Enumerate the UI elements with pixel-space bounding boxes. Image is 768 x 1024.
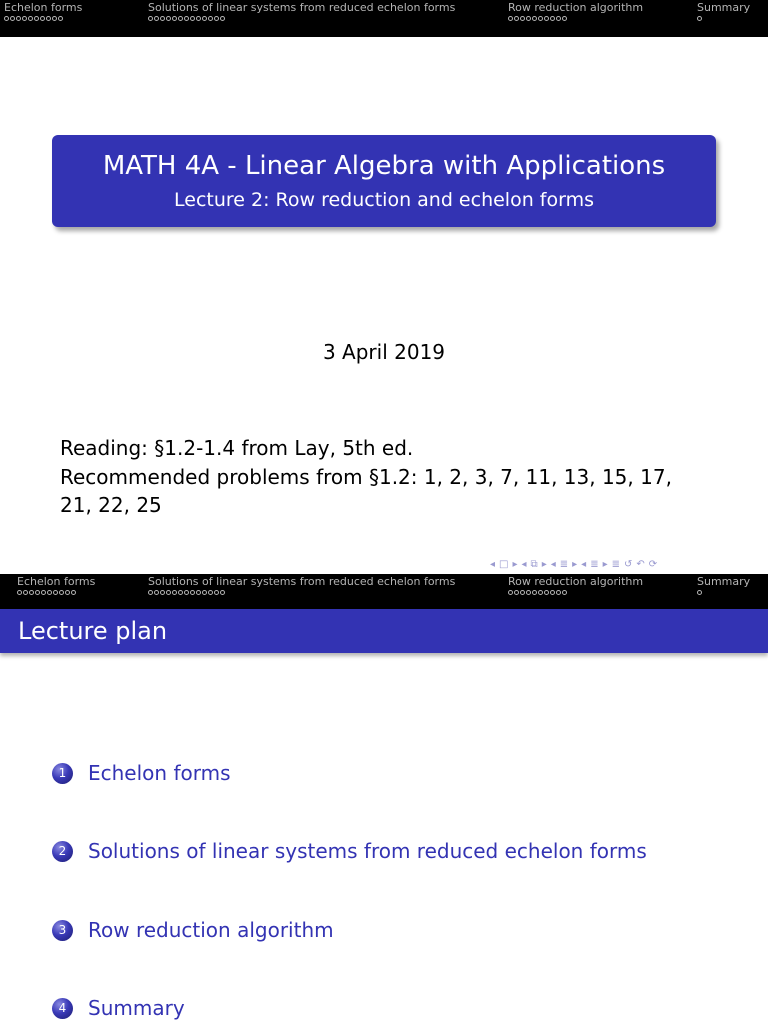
frame-dot[interactable] xyxy=(550,16,555,21)
frame-dot[interactable] xyxy=(520,590,525,595)
frame-dot[interactable] xyxy=(154,590,159,595)
toc-item-label[interactable]: Echelon forms xyxy=(88,761,231,785)
nav-section-summary[interactable] xyxy=(697,575,750,595)
nav-section-row-reduction[interactable] xyxy=(508,1,643,21)
toc-item-summary[interactable] xyxy=(52,993,185,1023)
nav-symbol-icon[interactable]: ◂ xyxy=(581,558,587,570)
nav-symbol-icon[interactable]: ▸ xyxy=(512,558,518,570)
nav-section-label: Summary xyxy=(697,1,751,14)
frame-dot[interactable] xyxy=(220,590,225,595)
nav-dots[interactable] xyxy=(508,16,643,21)
toc-item-label[interactable]: Summary xyxy=(88,996,185,1020)
frame-dot[interactable] xyxy=(196,590,201,595)
toc-item-label[interactable]: Solutions of linear systems from reduced echelon forms xyxy=(88,839,647,863)
frame-dot[interactable] xyxy=(35,590,40,595)
frame-dot[interactable] xyxy=(514,590,519,595)
nav-symbol-icon[interactable]: ⧉ xyxy=(530,558,538,570)
frame-dot[interactable] xyxy=(556,16,561,21)
nav-dots[interactable] xyxy=(697,16,750,21)
frame-dot[interactable] xyxy=(526,590,531,595)
nav-section-summary[interactable] xyxy=(697,1,750,21)
nav-dots[interactable] xyxy=(17,590,95,595)
frame-dot[interactable] xyxy=(508,16,513,21)
frame-dot[interactable] xyxy=(148,16,153,21)
navigation-header xyxy=(0,0,768,37)
frame-dot[interactable] xyxy=(71,590,76,595)
reading-line: Reading: §1.2-1.4 from Lay, 5th ed. xyxy=(60,436,414,460)
nav-section-label: Summary xyxy=(697,575,751,588)
nav-symbol-icon[interactable]: ◂ xyxy=(521,558,527,570)
frame-dot[interactable] xyxy=(202,16,207,21)
frame-dot[interactable] xyxy=(160,16,165,21)
nav-symbol-icon[interactable]: □ xyxy=(499,558,509,570)
frame-dot[interactable] xyxy=(28,16,33,21)
numbered-ball-icon: 3 xyxy=(52,920,73,941)
nav-dots[interactable] xyxy=(148,16,455,21)
frame-dot[interactable] xyxy=(196,16,201,21)
nav-section-solutions[interactable] xyxy=(148,1,455,21)
navigation-header xyxy=(0,574,768,609)
nav-section-label: Solutions of linear systems from reduced echelon forms xyxy=(148,1,456,14)
frame-dot[interactable] xyxy=(208,590,213,595)
frame-dot[interactable] xyxy=(10,16,15,21)
frame-dot[interactable] xyxy=(202,590,207,595)
frame-dot[interactable] xyxy=(22,16,27,21)
frame-dot[interactable] xyxy=(53,590,58,595)
toc-item-label[interactable]: Row reduction algorithm xyxy=(88,918,334,942)
frame-dot[interactable] xyxy=(58,16,63,21)
frame-dot[interactable] xyxy=(220,16,225,21)
nav-section-label: Row reduction algorithm xyxy=(508,575,644,588)
frame-dot[interactable] xyxy=(59,590,64,595)
frame-dot[interactable] xyxy=(184,16,189,21)
frame-dot[interactable] xyxy=(65,590,70,595)
nav-symbol-icon[interactable]: ↶ xyxy=(636,558,645,570)
nav-section-label: Echelon forms xyxy=(17,575,96,588)
frame-dot[interactable] xyxy=(178,16,183,21)
frame-dot[interactable] xyxy=(172,16,177,21)
nav-symbol-icon[interactable]: ⟳ xyxy=(648,558,658,570)
frame-dot[interactable] xyxy=(160,590,165,595)
nav-dots[interactable] xyxy=(148,590,455,595)
frame-dot[interactable] xyxy=(41,590,46,595)
frame-dot[interactable] xyxy=(544,590,549,595)
frame-dot[interactable] xyxy=(29,590,34,595)
nav-section-label: Row reduction algorithm xyxy=(508,1,644,14)
frame-dot[interactable] xyxy=(556,590,561,595)
frame-dot[interactable] xyxy=(208,16,213,21)
lecture-plan-slide xyxy=(0,574,768,1024)
recommended-problems-line: Recommended problems from §1.2: 1, 2, 3, 7, 11, 13, 15, 17, 21, 22, 25 xyxy=(60,464,672,517)
frame-dot[interactable] xyxy=(184,590,189,595)
frame-dot[interactable] xyxy=(190,16,195,21)
frame-dot[interactable] xyxy=(697,590,702,595)
frame-dot[interactable] xyxy=(508,590,513,595)
reading-assignment xyxy=(60,434,710,520)
title-block xyxy=(52,135,716,227)
beamer-navigation-symbols[interactable] xyxy=(490,557,762,571)
frame-dot[interactable] xyxy=(697,16,702,21)
frame-dot[interactable] xyxy=(562,16,567,21)
frame-title: Lecture plan xyxy=(18,617,168,645)
nav-symbol-icon[interactable]: ◂ xyxy=(490,558,496,570)
frame-dot[interactable] xyxy=(166,16,171,21)
frame-dot[interactable] xyxy=(52,16,57,21)
frame-title-bar xyxy=(0,609,768,653)
frame-dot[interactable] xyxy=(538,16,543,21)
nav-section-row-reduction[interactable] xyxy=(508,575,643,595)
frame-dot[interactable] xyxy=(538,590,543,595)
frame-dot[interactable] xyxy=(154,16,159,21)
nav-section-echelon-forms[interactable] xyxy=(17,575,95,595)
frame-dot[interactable] xyxy=(214,16,219,21)
numbered-ball-icon: 4 xyxy=(52,998,73,1019)
nav-symbol-icon[interactable]: ≣ xyxy=(611,558,621,570)
frame-dot[interactable] xyxy=(514,16,519,21)
frame-dot[interactable] xyxy=(47,590,52,595)
nav-symbol-icon[interactable]: ▸ xyxy=(541,558,547,570)
frame-dot[interactable] xyxy=(23,590,28,595)
frame-dot[interactable] xyxy=(532,16,537,21)
nav-symbol-icon[interactable]: ≣ xyxy=(590,558,599,570)
nav-symbol-icon[interactable]: ▸ xyxy=(602,558,608,570)
frame-dot[interactable] xyxy=(526,16,531,21)
frame-dot[interactable] xyxy=(34,16,39,21)
nav-dots[interactable] xyxy=(508,590,643,595)
frame-dot[interactable] xyxy=(520,16,525,21)
nav-symbol-icon[interactable]: ▸ xyxy=(572,558,578,570)
presentation-subtitle: Lecture 2: Row reduction and echelon forms xyxy=(174,189,594,211)
frame-dot[interactable] xyxy=(46,16,51,21)
frame-dot[interactable] xyxy=(178,590,183,595)
toc-item-solutions[interactable] xyxy=(52,836,647,866)
frame-dot[interactable] xyxy=(544,16,549,21)
numbered-ball-icon: 2 xyxy=(52,841,73,862)
nav-dots[interactable] xyxy=(697,590,750,595)
nav-symbol-icon[interactable]: ≣ xyxy=(559,558,569,570)
nav-dots[interactable] xyxy=(4,16,82,21)
frame-dot[interactable] xyxy=(17,590,22,595)
nav-symbol-icon[interactable]: ◂ xyxy=(550,558,556,570)
frame-dot[interactable] xyxy=(172,590,177,595)
frame-dot[interactable] xyxy=(166,590,171,595)
frame-dot[interactable] xyxy=(4,16,9,21)
frame-dot[interactable] xyxy=(532,590,537,595)
frame-dot[interactable] xyxy=(190,590,195,595)
nav-section-label: Solutions of linear systems from reduced echelon forms xyxy=(148,575,456,588)
nav-symbol-icon[interactable]: ↺ xyxy=(624,558,633,570)
presentation-date: 3 April 2019 xyxy=(322,340,446,364)
nav-section-label: Echelon forms xyxy=(4,1,83,14)
frame-dot[interactable] xyxy=(148,590,153,595)
nav-section-solutions[interactable] xyxy=(148,575,455,595)
presentation-title: MATH 4A - Linear Algebra with Applications xyxy=(102,151,666,181)
frame-dot[interactable] xyxy=(562,590,567,595)
numbered-ball-icon: 1 xyxy=(52,763,73,784)
frame-dot[interactable] xyxy=(214,590,219,595)
toc-item-row-reduction[interactable] xyxy=(52,915,334,945)
nav-section-echelon-forms[interactable] xyxy=(4,1,82,21)
frame-dot[interactable] xyxy=(550,590,555,595)
toc-item-echelon-forms[interactable] xyxy=(52,758,231,788)
frame-dot[interactable] xyxy=(40,16,45,21)
frame-dot[interactable] xyxy=(16,16,21,21)
